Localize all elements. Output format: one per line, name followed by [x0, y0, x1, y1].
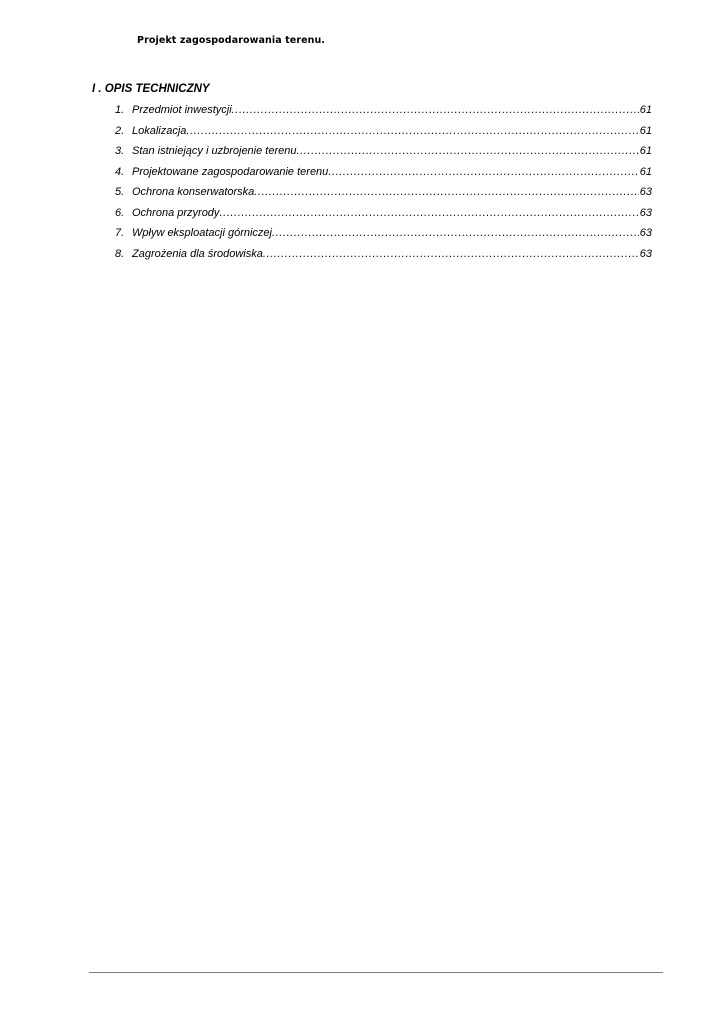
toc-entry-title: Ochrona konserwatorska: [132, 186, 255, 198]
toc-entry-number: 6.: [115, 206, 125, 219]
toc-entry-page: 63: [639, 186, 652, 198]
toc-entry-title: Wpływ eksploatacji górniczej: [132, 227, 272, 239]
toc-entry-page: 63: [639, 227, 652, 239]
toc-entry-title: Stan istniejący i uzbrojenie terenu: [132, 145, 297, 157]
toc-entry-page: 63: [639, 247, 652, 260]
toc-entry-title: Lokalizacja: [132, 124, 187, 137]
toc-entry-stan-istniejacy[interactable]: [92, 141, 652, 162]
toc-dot-leader: [232, 100, 639, 121]
toc-list: [92, 100, 652, 264]
toc-entry-number: 4.: [115, 165, 125, 178]
running-header: Projekt zagospodarowania terenu.: [137, 35, 326, 46]
toc-entry-title: Przedmiot inwestycji: [132, 104, 232, 116]
toc-entry-number: 8.: [115, 247, 125, 260]
toc-entry-lokalizacja[interactable]: [92, 121, 652, 142]
toc-entry-projektowane-zagospodarowanie[interactable]: [92, 162, 652, 183]
toc-dot-leader: [272, 223, 639, 244]
toc-section-title: I . OPIS TECHNICZNY: [92, 83, 210, 95]
toc-entry-number: 5.: [115, 186, 125, 198]
toc-entry-page: 61: [639, 124, 652, 137]
toc-entry-page: 61: [639, 104, 652, 116]
footer-divider: [89, 972, 663, 973]
toc-entry-number: 7.: [115, 227, 125, 239]
toc-entry-ochrona-przyrody[interactable]: [92, 203, 652, 224]
toc-entry-ochrona-konserwatorska[interactable]: [92, 182, 652, 203]
toc-entry-page: 61: [639, 145, 652, 157]
toc-entry-page: 61: [639, 165, 652, 178]
toc-entry-number: 3.: [115, 145, 125, 157]
toc-entry-title: Zagrożenia dla środowiska: [132, 247, 263, 260]
toc-entry-title: Ochrona przyrody: [132, 206, 220, 219]
toc-entry-number: 1.: [115, 104, 125, 116]
toc-dot-leader: [254, 182, 638, 203]
toc-dot-leader: [263, 244, 639, 265]
toc-entry-number: 2.: [115, 124, 125, 137]
toc-entry-page: 63: [639, 206, 652, 219]
toc-entry-przedmiot-inwestycji[interactable]: [92, 100, 652, 121]
toc-entry-zagrozenia[interactable]: [92, 244, 652, 265]
table-of-contents: [92, 80, 652, 264]
toc-dot-leader: [328, 162, 638, 183]
toc-dot-leader: [219, 203, 638, 224]
toc-entry-wplyw-eksploatacji[interactable]: [92, 223, 652, 244]
toc-entry-title: Projektowane zagospodarowanie terenu: [132, 165, 329, 178]
toc-dot-leader: [296, 141, 638, 162]
toc-dot-leader: [186, 121, 638, 142]
